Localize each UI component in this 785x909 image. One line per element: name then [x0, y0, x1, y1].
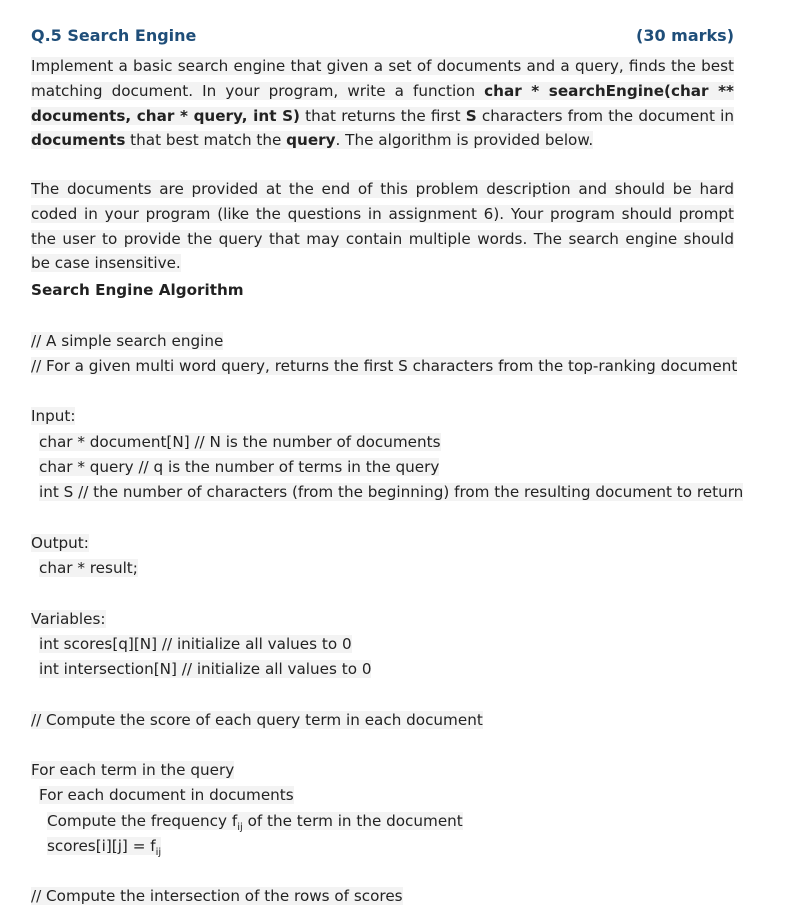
comment-simple-search: // A simple search engine	[31, 332, 224, 350]
intro-text-2: that returns the first	[299, 106, 466, 125]
variables-intersection-line: int intersection[N] // initialize all values to 0	[39, 660, 372, 678]
input-label: Input:	[31, 407, 76, 425]
input-query-line: char * query // q is the number of terms in the query	[39, 458, 440, 476]
param-documents: documents	[31, 131, 126, 150]
comment-compute-score: // Compute the score of each query term in each document	[31, 711, 483, 729]
param-query: query	[286, 131, 336, 150]
variables-scores-line: int scores[q][N] // initialize all values to 0	[39, 635, 352, 653]
comment-multi-word: // For a given multi word query, returns the first S characters from the top-ranking document	[31, 357, 738, 375]
variables-label: Variables:	[31, 610, 106, 628]
output-result-line: char * result;	[39, 559, 138, 577]
output-label: Output:	[31, 534, 89, 552]
intro-text-1: Implement a basic search engine that given a set of documents and a query, finds the best matching document. In your program, write a function	[31, 57, 734, 100]
loop-term-line: For each term in the query	[31, 761, 235, 779]
loop-document-line: For each document in documents	[39, 786, 294, 804]
intro-text-3: characters from the document in	[476, 106, 734, 125]
intro-paragraph	[31, 54, 734, 153]
input-document-line: char * document[N] // N is the number of documents	[39, 433, 441, 451]
intro-text-5: . The algorithm is provided below.	[335, 131, 594, 150]
documents-text: The documents are provided at the end of this problem description and should be hard coded in your program (like the questions in assignment 6). Your program should prompt the user to provide the query that may contain multiple words. The search engine should be case insensitive.	[31, 180, 734, 273]
algorithm-heading: Search Engine Algorithm	[31, 281, 244, 299]
question-marks: (30 marks)	[636, 26, 734, 45]
question-heading	[31, 26, 734, 45]
function-signature: char * searchEngine(char ** documents, char * query, int S)	[31, 81, 734, 125]
comment-intersection: // Compute the intersection of the rows of scores	[31, 887, 403, 905]
loop-frequency-line: Compute the frequency $f_{ij}$ of the term in the document	[47, 812, 463, 834]
question-title: Q.5 Search Engine	[31, 26, 197, 45]
param-s: S	[465, 106, 477, 125]
intro-text-4: that best match the	[125, 131, 287, 150]
input-s-line: int S // the number of characters (from the beginning) from the resulting document to return	[39, 483, 744, 501]
documents-paragraph	[31, 177, 734, 276]
loop-scores-line: scores[i][j] = $f_{ij}$	[47, 837, 162, 859]
